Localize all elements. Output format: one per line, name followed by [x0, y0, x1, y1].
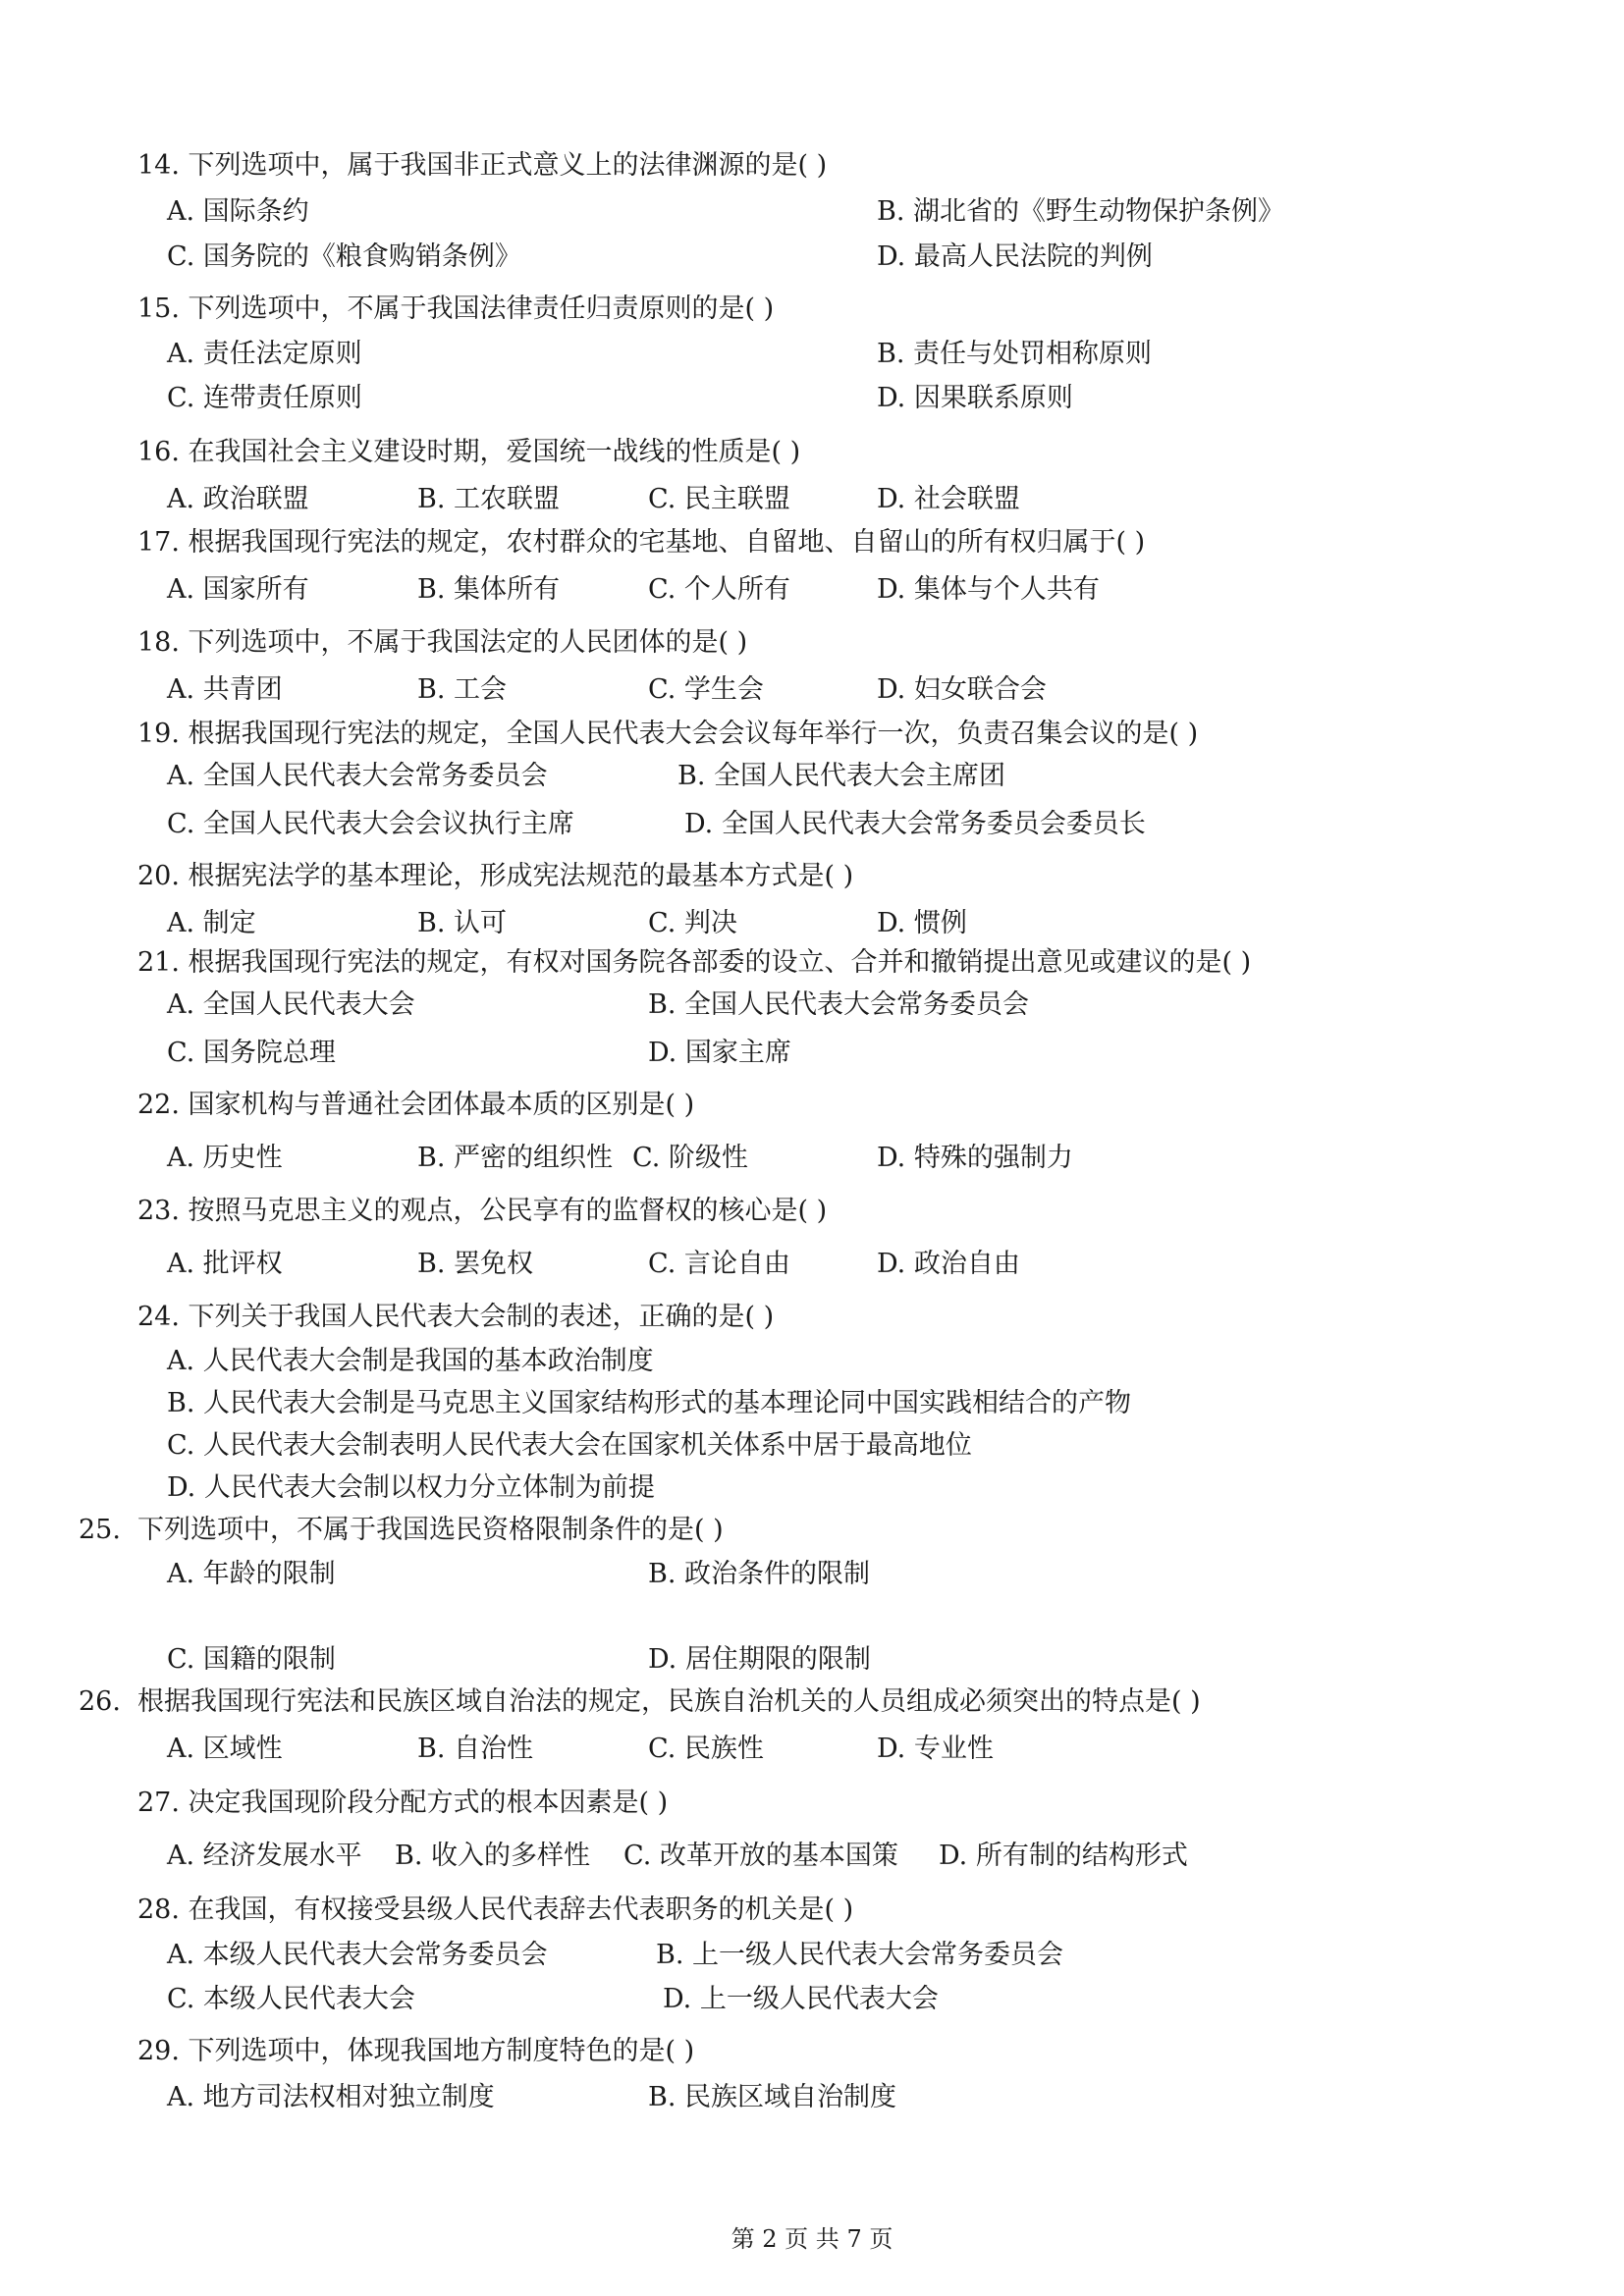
question-26-option-d: D. 专业性 — [877, 1734, 994, 1764]
question-26-number: 26. — [79, 1686, 121, 1717]
question-29-option-b: B. 民族区域自治制度 — [648, 2082, 897, 2112]
question-28-option-c: C. 本级人民代表大会 — [167, 1984, 415, 2014]
question-15-stem: 15. 下列选项中，不属于我国法律责任归责原则的是( ) — [137, 294, 775, 324]
question-18-option-d: D. 妇女联合会 — [877, 674, 1047, 705]
question-22-option-d: D. 特殊的强制力 — [877, 1143, 1073, 1173]
question-26-stem: 根据我国现行宪法和民族区域自治法的规定，民族自治机关的人员组成必须突出的特点是( ) — [137, 1686, 1201, 1717]
question-16-stem: 16. 在我国社会主义建设时期，爱国统一战线的性质是( ) — [137, 437, 801, 467]
question-25-option-a: A. 年龄的限制 — [167, 1559, 336, 1589]
question-15-option-b: B. 责任与处罚相称原则 — [877, 339, 1153, 369]
question-22-option-b: B. 严密的组织性 — [417, 1143, 614, 1173]
question-20-option-d: D. 惯例 — [877, 908, 967, 938]
question-20-stem: 20. 根据宪法学的基本理论，形成宪法规范的最基本方式是( ) — [137, 861, 854, 891]
question-26-option-c: C. 民族性 — [648, 1734, 764, 1764]
page-number-footer: 第 2 页 共 7 页 — [731, 2225, 893, 2253]
question-16-option-c: C. 民主联盟 — [648, 484, 790, 514]
question-23-option-d: D. 政治自由 — [877, 1249, 1020, 1279]
question-27-option-d: D. 所有制的结构形式 — [939, 1841, 1188, 1871]
question-15-option-a: A. 责任法定原则 — [167, 339, 362, 369]
question-16-option-a: A. 政治联盟 — [167, 484, 309, 514]
question-18-stem: 18. 下列选项中，不属于我国法定的人民团体的是( ) — [137, 627, 748, 658]
question-21-stem: 21. 根据我国现行宪法的规定，有权对国务院各部委的设立、合并和撤销提出意见或建议的是( ) — [137, 947, 1252, 978]
question-19-option-d: D. 全国人民代表大会常务委员会委员长 — [684, 809, 1146, 839]
question-20-option-b: B. 认可 — [417, 908, 508, 938]
question-24-option-b: B. 人民代表大会制是马克思主义国家结构形式的基本理论同中国实践相结合的产物 — [167, 1388, 1132, 1418]
question-20-option-c: C. 判决 — [648, 908, 737, 938]
question-14-stem: 14. 下列选项中，属于我国非正式意义上的法律渊源的是( ) — [137, 150, 828, 181]
question-21-option-d: D. 国家主席 — [648, 1038, 791, 1068]
question-24-option-a: A. 人民代表大会制是我国的基本政治制度 — [167, 1346, 654, 1376]
question-25-stem: 下列选项中，不属于我国选民资格限制条件的是( ) — [137, 1515, 724, 1545]
question-19-option-c: C. 全国人民代表大会会议执行主席 — [167, 809, 574, 839]
question-17-option-c: C. 个人所有 — [648, 574, 790, 605]
question-15-option-c: C. 连带责任原则 — [167, 383, 362, 413]
question-21-option-b: B. 全国人民代表大会常务委员会 — [648, 989, 1030, 1020]
question-16-option-d: D. 社会联盟 — [877, 484, 1020, 514]
question-19-stem: 19. 根据我国现行宪法的规定，全国人民代表大会会议每年举行一次，负责召集会议的是( ) — [137, 719, 1199, 749]
question-17-option-a: A. 国家所有 — [167, 574, 309, 605]
question-24-option-c: C. 人民代表大会制表明人民代表大会在国家机关体系中居于最高地位 — [167, 1430, 972, 1461]
question-28-stem: 28. 在我国，有权接受县级人民代表辞去代表职务的机关是( ) — [137, 1895, 854, 1925]
question-17-option-b: B. 集体所有 — [417, 574, 561, 605]
question-14-option-b: B. 湖北省的《野生动物保护条例》 — [877, 196, 1285, 227]
question-27-option-b: B. 收入的多样性 — [395, 1841, 591, 1871]
question-14-option-c: C. 国务院的《粮食购销条例》 — [167, 241, 521, 272]
question-25-number: 25. — [79, 1515, 121, 1545]
question-20-option-a: A. 制定 — [167, 908, 256, 938]
question-23-option-b: B. 罢免权 — [417, 1249, 534, 1279]
question-22-option-a: A. 历史性 — [167, 1143, 283, 1173]
question-19-option-b: B. 全国人民代表大会主席团 — [677, 761, 1006, 791]
question-26-option-b: B. 自治性 — [417, 1734, 534, 1764]
question-27-option-c: C. 改革开放的基本国策 — [623, 1841, 898, 1871]
question-15-option-d: D. 因果联系原则 — [877, 383, 1073, 413]
question-27-option-a: A. 经济发展水平 — [167, 1841, 362, 1871]
question-28-option-b: B. 上一级人民代表大会常务委员会 — [656, 1940, 1064, 1970]
question-27-stem: 27. 决定我国现阶段分配方式的根本因素是( ) — [137, 1788, 669, 1818]
question-25-option-d: D. 居住期限的限制 — [648, 1644, 871, 1675]
question-17-stem: 17. 根据我国现行宪法的规定，农村群众的宅基地、自留地、自留山的所有权归属于( ) — [137, 527, 1146, 558]
question-21-option-a: A. 全国人民代表大会 — [167, 989, 415, 1020]
question-16-option-b: B. 工农联盟 — [417, 484, 561, 514]
question-23-stem: 23. 按照马克思主义的观点，公民享有的监督权的核心是( ) — [137, 1196, 828, 1226]
question-18-option-a: A. 共青团 — [167, 674, 283, 705]
question-18-option-c: C. 学生会 — [648, 674, 764, 705]
question-22-option-c: C. 阶级性 — [632, 1143, 748, 1173]
question-19-option-a: A. 全国人民代表大会常务委员会 — [167, 761, 548, 791]
question-23-option-c: C. 言论自由 — [648, 1249, 790, 1279]
question-14-option-a: A. 国际条约 — [167, 196, 309, 227]
question-28-option-d: D. 上一级人民代表大会 — [663, 1984, 939, 2014]
question-29-option-a: A. 地方司法权相对独立制度 — [167, 2082, 495, 2112]
question-17-option-d: D. 集体与个人共有 — [877, 574, 1100, 605]
question-25-option-b: B. 政治条件的限制 — [648, 1559, 871, 1589]
question-24-option-d: D. 人民代表大会制以权力分立体制为前提 — [167, 1472, 655, 1503]
question-24-stem: 24. 下列关于我国人民代表大会制的表述，正确的是( ) — [137, 1302, 775, 1332]
question-22-stem: 22. 国家机构与普通社会团体最本质的区别是( ) — [137, 1090, 695, 1120]
question-14-option-d: D. 最高人民法院的判例 — [877, 241, 1153, 272]
question-29-stem: 29. 下列选项中，体现我国地方制度特色的是( ) — [137, 2036, 695, 2066]
question-18-option-b: B. 工会 — [417, 674, 508, 705]
question-21-option-c: C. 国务院总理 — [167, 1038, 336, 1068]
question-28-option-a: A. 本级人民代表大会常务委员会 — [167, 1940, 548, 1970]
question-26-option-a: A. 区域性 — [167, 1734, 283, 1764]
question-25-option-c: C. 国籍的限制 — [167, 1644, 336, 1675]
question-23-option-a: A. 批评权 — [167, 1249, 283, 1279]
